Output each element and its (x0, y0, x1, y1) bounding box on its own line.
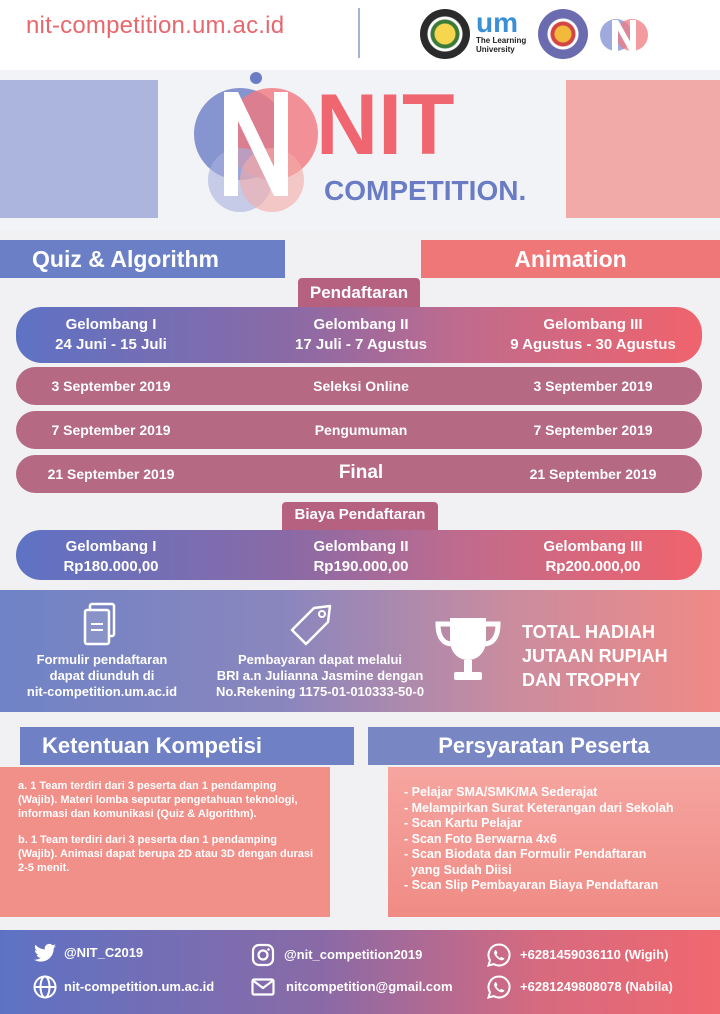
hero-left-block (0, 80, 158, 218)
wave-3-name: Gelombang III (543, 316, 643, 333)
whatsapp-contact-2[interactable]: +6281249808078 (Nabila) (520, 979, 673, 994)
prize-line-2: JUTAAN RUPIAH (522, 646, 668, 666)
persyaratan-item: - Scan Kartu Pelajar (404, 816, 523, 830)
wave-3 (484, 315, 702, 355)
site-url[interactable]: nit-competition.um.ac.id (26, 12, 285, 39)
um-logo-text: The Learning University (476, 36, 527, 54)
document-icon (82, 602, 118, 646)
biaya-pendaftaran-tab: Biaya Pendaftaran (282, 502, 438, 530)
final-row (16, 455, 702, 493)
persyaratan-item: - Pelajar SMA/SMK/MA Sederajat (404, 785, 598, 799)
fee-2 (256, 537, 466, 577)
twitter-handle[interactable]: @NIT_C2019 (64, 945, 144, 960)
header-divider (358, 8, 360, 58)
fee-3 (484, 537, 702, 577)
footer-website[interactable]: nit-competition.um.ac.id (64, 979, 215, 994)
price-tag-icon (286, 600, 336, 648)
whatsapp-icon[interactable] (486, 974, 512, 1000)
footer-email[interactable]: nitcompetition@gmail.com (286, 979, 453, 994)
payment-info (200, 652, 440, 700)
persyaratan-item: yang Sudah Diisi (404, 862, 512, 877)
nit-small-logo (598, 8, 650, 62)
ketentuan-item-b: b. 1 Team terdiri dari 3 peserta dan 1 pendamping (Wajib). Animasi dapat berupa 2D atau 3D dengan durasi 2-5 menit. (18, 834, 314, 874)
fee-1-price: Rp180.000,00 (63, 558, 159, 575)
um-logo (476, 7, 532, 58)
wave-2-name: Gelombang II (313, 316, 409, 333)
seleksi-date-left: 3 September 2019 (51, 378, 171, 394)
nit-competition-logo (190, 72, 550, 218)
registration-waves-row (16, 307, 702, 363)
form-info-line-3[interactable]: nit-competition.um.ac.id (26, 684, 178, 699)
fee-2-price: Rp190.000,00 (313, 558, 409, 575)
university-seal-logo (420, 9, 470, 59)
fee-3-price: Rp200.000,00 (545, 558, 641, 575)
pengumuman-row (16, 411, 702, 449)
seleksi-label: Seleksi Online (313, 378, 409, 394)
payment-info-line-3: No.Rekening 1175-01-010333-50-0 (215, 684, 425, 699)
whatsapp-icon[interactable] (486, 942, 512, 968)
seleksi-online-row (16, 367, 702, 405)
fee-1 (16, 537, 206, 577)
final-label: Final (338, 462, 384, 483)
wave-2-dates: 17 Juli - 7 Agustus (295, 336, 427, 353)
form-download-info (12, 652, 192, 700)
pendaftaran-tab: Pendaftaran (298, 278, 420, 310)
instagram-handle[interactable]: @nit_competition2019 (284, 947, 423, 962)
final-date-left: 21 September 2019 (47, 466, 175, 482)
persyaratan-body (388, 767, 720, 917)
trophy-icon (430, 612, 506, 688)
fees-row (16, 530, 702, 580)
um-logo-mark: um (476, 7, 518, 38)
persyaratan-item: - Melampirkan Surat Keterangan dari Sekolah (404, 800, 674, 815)
mail-icon[interactable] (250, 974, 276, 1000)
wave-1-dates: 24 Juni - 15 Juli (55, 336, 167, 353)
footer-bar (0, 930, 720, 1014)
prize-line-3: DAN TROPHY (522, 670, 642, 690)
prize-line-1: TOTAL HADIAH (522, 622, 655, 642)
wave-1-name: Gelombang I (65, 316, 157, 333)
seleksi-date-right: 3 September 2019 (533, 378, 653, 394)
pengumuman-label: Pengumuman (314, 422, 408, 438)
final-date-right: 21 September 2019 (529, 466, 657, 482)
fee-2-name: Gelombang II (313, 538, 409, 555)
twitter-icon[interactable] (32, 940, 58, 966)
persyaratan-item: - Scan Biodata dan Formulir Pendaftaran (404, 847, 647, 861)
wave-2 (256, 315, 466, 355)
ketentuan-item-a: a. 1 Team terdiri dari 3 peserta dan 1 pendamping (Wajib). Materi lomba seputar pengetahuan teknologi, informasi dan komunikasi (Quiz & Algorithm). (18, 780, 298, 820)
category-animation: Animation (421, 240, 720, 278)
hero-subtitle: COMPETITION. (324, 175, 527, 206)
ketentuan-body (0, 767, 330, 917)
persyaratan-item: - Scan Foto Berwarna 4x6 (404, 831, 557, 846)
form-info-line-2: dapat diunduh di (49, 668, 155, 683)
faculty-seal-logo (538, 9, 588, 59)
fee-1-name: Gelombang I (65, 538, 157, 555)
instagram-icon[interactable] (250, 942, 276, 968)
persyaratan-heading: Persyaratan Peserta (368, 727, 720, 765)
hero-right-block (566, 80, 720, 218)
payment-info-line-1: Pembayaran dapat melalui (237, 652, 402, 667)
fee-3-name: Gelombang III (543, 538, 643, 555)
hero-title: NIT (316, 77, 455, 173)
wave-1 (16, 315, 206, 355)
pengumuman-date-right: 7 September 2019 (533, 422, 653, 438)
persyaratan-item: - Scan Slip Pembayaran Biaya Pendaftaran (404, 878, 659, 892)
globe-icon (32, 974, 58, 1000)
wave-3-dates: 9 Agustus - 30 Agustus (510, 336, 676, 353)
payment-info-line-2: BRI a.n Julianna Jasmine dengan (216, 668, 424, 683)
pengumuman-date-left: 7 September 2019 (51, 422, 171, 438)
prize-text (522, 620, 712, 692)
form-info-line-1: Formulir pendaftaran (36, 652, 168, 667)
category-quiz-algorithm: Quiz & Algorithm (0, 240, 285, 278)
ketentuan-heading: Ketentuan Kompetisi (20, 727, 354, 765)
whatsapp-contact-1[interactable]: +6281459036110 (Wigih) (520, 947, 669, 962)
